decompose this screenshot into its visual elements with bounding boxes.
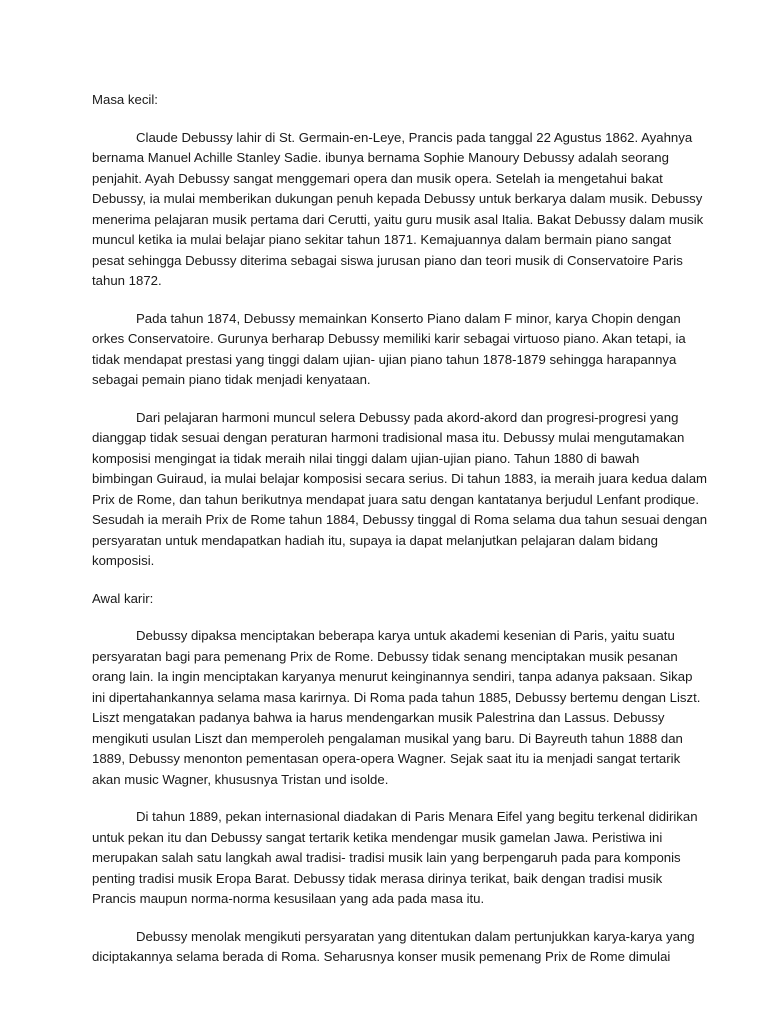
paragraph-line: ini dipertahankannya selama masa karirnya. Di Roma pada tahun 1885, Debussy bertemu dengan Liszt. xyxy=(92,689,701,705)
paragraph xyxy=(92,807,698,910)
paragraph-line: mengikuti usulan Liszt dan memperoleh pengalaman musikal yang baru. Di Bayreuth tahun 1888 dan xyxy=(92,730,683,746)
paragraph-line: bernama Manuel Achille Stanley Sadie. ibunya bernama Sophie Manoury Debussy adalah seorang xyxy=(92,150,669,165)
paragraph-line: Dari pelajaran harmoni muncul selera Debussy pada akord-akord dan progresi-progresi yang xyxy=(136,409,679,425)
paragraph xyxy=(92,927,695,968)
paragraph-line: Sesudah ia meraih Prix de Rome tahun 1884, Debussy tinggal di Roma selama dua tahun sesuai dengan xyxy=(92,512,708,527)
paragraph-line: bimbingan Guiraud, ia mulai belajar komposisi secara serius. Di tahun 1883, ia meraih juara kedua dalam xyxy=(92,471,708,486)
paragraph-line: komposisi mengingat ia tidak meraih nilai tinggi dalam ujian-ujian piano. Tahun 1880 di bawah xyxy=(92,450,640,466)
paragraph xyxy=(92,408,708,572)
paragraph-line: Liszt mengatakan padanya bahwa ia harus mendengarkan musik Palestrina dan Lassus. Debussy xyxy=(92,710,665,725)
paragraph-line: persyaratan bagi para pemenang Prix de Rome. Debussy tidak senang menciptakan musik pesanan xyxy=(92,648,678,664)
paragraph-line: Prix de Rome, dan tahun berikutnya mendapat juara satu dengan kantatanya berjudul Lenfant prodique. xyxy=(92,491,700,507)
paragraph xyxy=(92,626,701,790)
paragraph-line: penjahit. Ayah Debussy sangat menggemari opera dan musik opera. Setelah ia mengetahui bakat xyxy=(92,170,663,186)
document-body xyxy=(92,90,708,985)
paragraph-line: tahun 1872. xyxy=(92,273,162,288)
paragraph-line: sebagai pemain piano tidak menjadi kenyataan. xyxy=(92,372,371,387)
paragraph-line: 1889, Debussy menonton pementasan opera-opera Wagner. Sejak saat itu ia menjadi sangat tertarik xyxy=(92,751,681,766)
paragraph-line: komposisi. xyxy=(92,553,155,568)
paragraph-line: Pada tahun 1874, Debussy memainkan Konserto Piano dalam F minor, karya Chopin dengan xyxy=(136,310,681,326)
paragraph-line: Debussy dipaksa menciptakan beberapa karya untuk akademi kesenian di Paris, yaitu suatu xyxy=(136,628,675,643)
paragraph-line: persyaratan untuk mendapatkan hadiah itu, supaya ia dapat melanjutkan pelajaran dalam bidang xyxy=(92,532,658,548)
paragraph-line: Debussy menolak mengikuti persyaratan yang ditentukan dalam pertunjukkan karya-karya yang xyxy=(136,928,695,944)
paragraph-line: diciptakannya selama berada di Roma. Seharusnya konser musik pemenang Prix de Rome dimulai xyxy=(92,949,671,964)
section-heading: Awal karir: xyxy=(92,590,154,606)
paragraph-line: Claude Debussy lahir di St. Germain-en-Leye, Prancis pada tanggal 22 Agustus 1862. Ayahnya xyxy=(136,129,693,145)
paragraph-line: orkes Conservatoire. Gurunya berharap Debussy memiliki karir sebagai virtuoso piano. Akan tetapi, ia xyxy=(92,331,686,346)
paragraph-line: akan music Wagner, khususnya Tristan und isolde. xyxy=(92,771,389,787)
paragraph-line: dianggap tidak sesuai dengan peraturan harmoni tradisional masa itu. Debussy mulai mengutamakan xyxy=(92,430,685,445)
paragraph-line: merupakan salah satu langkah awal tradisi- tradisi musik lain yang berpengaruh pada para komponis xyxy=(92,850,681,865)
section-heading: Masa kecil: xyxy=(92,92,158,107)
paragraph xyxy=(92,309,686,391)
paragraph-line: penting tradisi musik Eropa Barat. Debussy tidak merasa dirinya terikat, baik dengan tradisi musik xyxy=(92,870,663,886)
paragraph-line: Debussy, ia mulai memberikan dukungan penuh kepada Debussy untuk berkarya dalam musik. Debussy xyxy=(92,191,703,206)
paragraph-line: menerima pelajaran musik pertama dari Cerutti, yaitu guru musik asal Italia. Bakat Debussy dalam musik xyxy=(92,211,704,227)
paragraph-line: pesat sehingga Debussy diterima sebagai siswa jurusan piano dan teori musik di Conservatoire Paris xyxy=(92,252,683,268)
paragraph-line: Prancis maupun norma-norma kesusilaan yang ada pada masa itu. xyxy=(92,891,485,906)
paragraph-line: untuk pekan itu dan Debussy sangat tertarik ketika mendengar musik gamelan Jawa. Peristiwa ini xyxy=(92,829,663,845)
paragraph xyxy=(92,128,704,292)
paragraph-line: Di tahun 1889, pekan internasional diadakan di Paris Menara Eifel yang begitu terkenal didirikan xyxy=(136,809,698,824)
paragraph-line: orang lain. Ia ingin menciptakan karyanya menurut keinginannya sendiri, tanpa adanya paksaan. Sikap xyxy=(92,669,693,684)
paragraph-line: muncul ketika ia mulai belajar piano sekitar tahun 1871. Kemajuannya dalam bermain piano sangat xyxy=(92,232,672,247)
paragraph-line: tidak mendapat prestasi yang tinggi dalam ujian- ujian piano tahun 1878-1879 sehingga harapannya xyxy=(92,351,677,367)
